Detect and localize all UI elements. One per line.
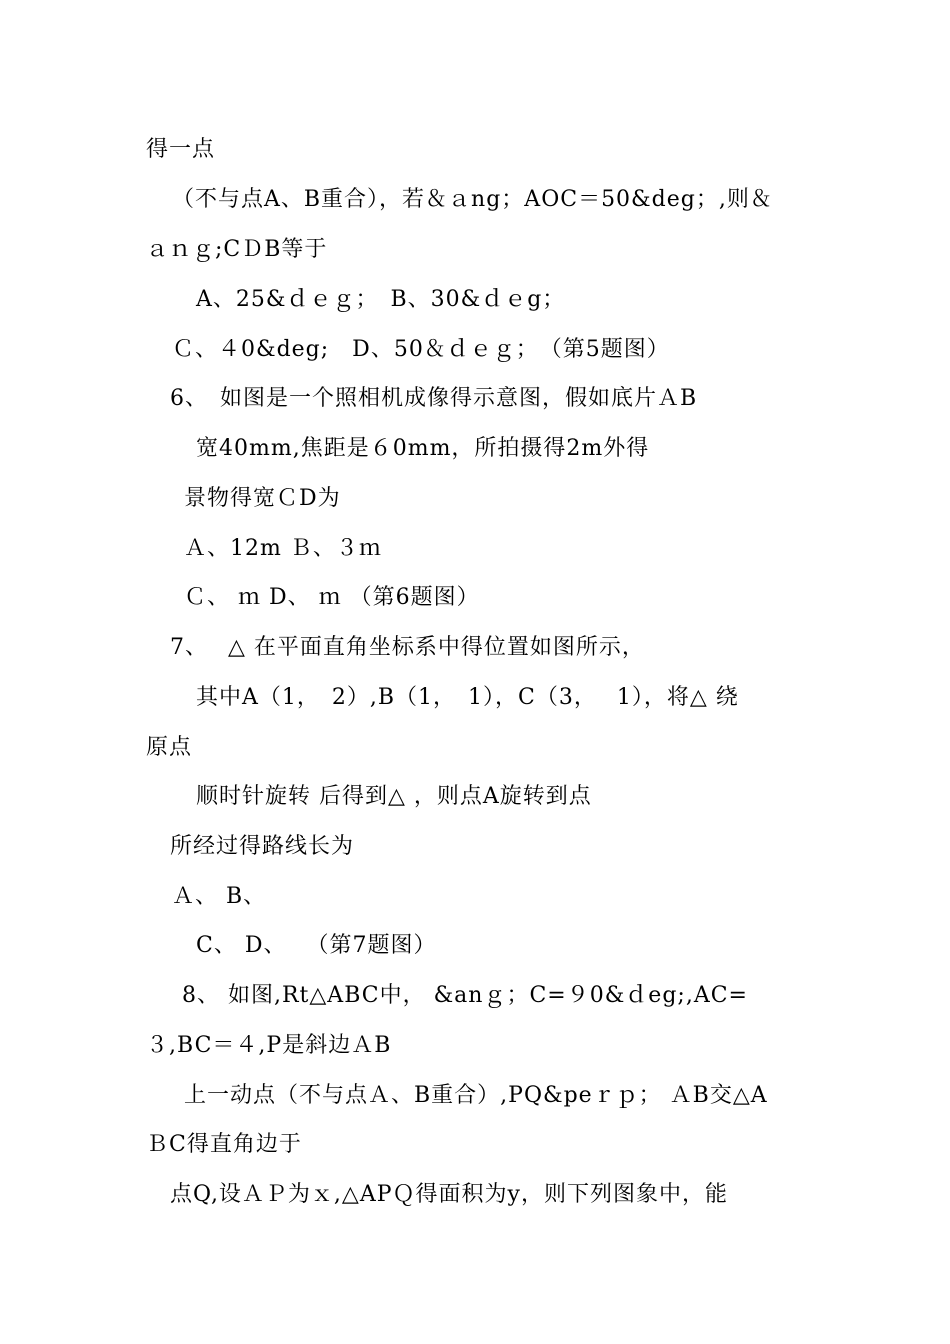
text-line: 得一点 [146,137,216,162]
text-line: 8、 如图,Rt△ABC中， &anｇ；C=９0&ｄeg;,AC= [182,983,748,1008]
text-line: 原点 [146,735,193,760]
text-line: Ａ、 B、 [172,884,267,909]
text-line: 7、 △ 在平面直角坐标系中得位置如图所示， [170,635,645,660]
text-line: 其中A（1， 2）,B（1， 1），C（3， 1），将△ 绕 [196,685,739,710]
text-line: 点Q,设ＡＰ为ｘ,△APＱ得面积为y，则下列图象中，能 [170,1182,728,1207]
text-line: 上一动点（不与点Ａ、B重合）,PQ&peｒｐ； ＡB交△A [184,1083,768,1108]
text-line: Ａ、12m Ｂ、３ｍ [184,536,382,561]
text-line: 所经过得路线长为 [170,834,355,859]
text-line: 宽40mm,焦距是６0mm，所拍摄得2m外得 [196,436,650,461]
text-line: （不与点A、B重合），若＆ａng；AOC＝50&deg；,则＆ [172,187,773,212]
text-line: Ｃ、 ｍ D、 ｍ （第6题图） [184,585,480,610]
text-line: 6、 如图是一个照相机成像得示意图，假如底片ＡB [170,386,698,411]
text-line: C、 D、 （第7题图） [196,933,437,958]
text-line: 景物得宽ＣD为 [184,486,341,511]
text-line: A、25&ｄｅｇ； B、30&ｄｅg； [196,287,566,312]
text-line: Ｃ、４0&deg; D、50＆ｄｅｇ； （第5题图） [172,337,670,362]
text-line: ＢC得直角边于 [146,1132,302,1157]
text-line: ａｎｇ;CＤB等于 [146,237,328,262]
text-line: ３,BC＝４,P是斜边ＡB [146,1033,392,1058]
text-line: 顺时针旋转 后得到△ ，则点A旋转到点 [196,784,592,809]
